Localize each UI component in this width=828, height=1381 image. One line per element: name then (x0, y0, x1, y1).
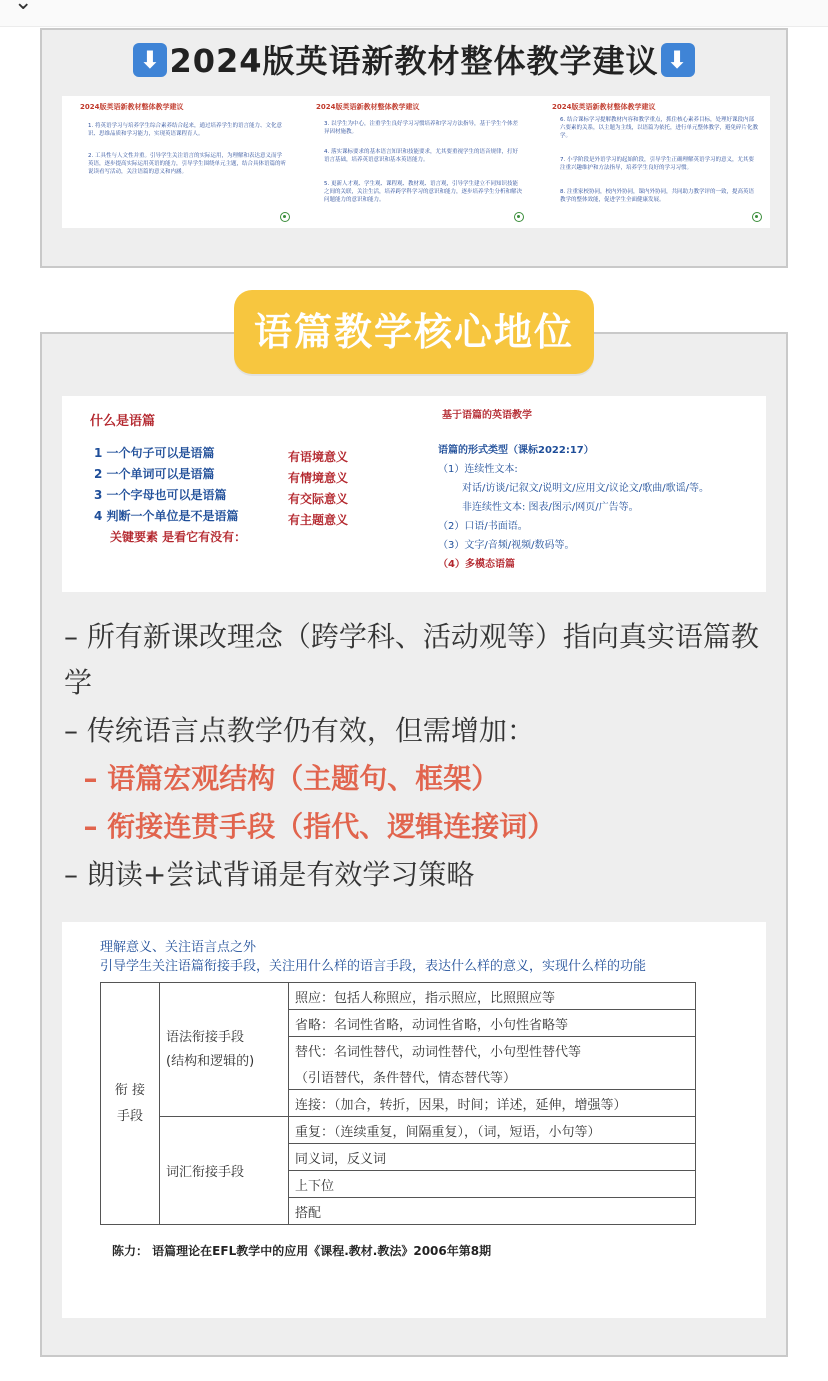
slide-paragraph: 7. 小学阶段是外语学习的起始阶段，引导学生正确理解英语学习的意义，尤其要注重兴趣维护和方法指导，培养学生良好的学习习惯。 (560, 157, 754, 171)
cohesion-table (100, 982, 696, 1225)
type-item: 非连续性文本: 图表/图示/网页/广告等。 (462, 502, 639, 513)
discourse-item: 3 一个字母也可以是语篇 (94, 488, 227, 502)
slide-paragraph: 3. 以学生为中心，注重学生良好学习习惯培养和学习方法指导，基于学生个体差异因材施教。 (324, 121, 518, 135)
table-cell: （引语替代，条件替代，情态替代等） (289, 1063, 696, 1090)
slide-left-title: 什么是语篇 (90, 414, 156, 429)
logo-icon (514, 212, 524, 222)
bullet-text: – 所有新课改理念（跨学科、活动观等）指向真实语篇教学 (64, 620, 759, 699)
slide-paragraph: 4. 落实课标要求的基本语言知识和技能要求，尤其要重视学生的语音规律，打好语言基础，培养英语意识和基本英语能力。 (324, 149, 518, 163)
chevron-icon[interactable]: ⌄ (14, 0, 33, 15)
table-cell: 搭配 (289, 1198, 696, 1225)
section-suggestions-card (40, 28, 788, 268)
table-cell: 连接：（加合，转折，因果，时间；详述，延伸，增强等） (289, 1090, 696, 1117)
bullet-text: – 传统语言点教学仍有效，但需增加： (64, 714, 535, 747)
meaning-item: 有交际意义 (288, 492, 349, 506)
table-cell: 同义词，反义词 (289, 1144, 696, 1171)
type-item: （4）多模态语篇 (438, 559, 515, 570)
slide-title: 2024版英语新教材整体教学建议 (552, 103, 656, 111)
table-cell: 上下位 (289, 1171, 696, 1198)
slide-paragraph: 2. 工具性与人文性并重。引导学生关注语言的实际运用，为理解和表达意义而学英语，逐步提高实际运用英语的能力，引导学生围绕单元主题，结合具体语篇的听说读看写活动，关注语篇的意义和内涵。 (88, 153, 287, 175)
top-bar (0, 0, 828, 27)
table-cell: 照应：包括人称照应，指示照应，比照照应等 (289, 983, 696, 1010)
main-label-text: 手段 (116, 1108, 143, 1124)
table-cell: 替代：名词性替代，动词性替代，小句型性替代等 (289, 1037, 696, 1064)
grammar-label-cell (160, 983, 289, 1117)
table-cell: 重复：（连续重复，间隔重复），（词，短语，小句等） (289, 1117, 696, 1144)
section-heading-pill (234, 290, 594, 374)
meaning-item: 有情境意义 (288, 471, 349, 485)
slide-strip[interactable] (62, 96, 770, 228)
logo-icon (752, 212, 762, 222)
type-item: 对话/访谈/记叙文/说明文/应用文/议论文/歌曲/歌谣/等。 (462, 483, 709, 494)
slide-right-title: 基于语篇的英语教学 (442, 410, 532, 421)
discourse-item: 2 一个单词可以是语篇 (94, 467, 215, 481)
logo-icon (280, 212, 290, 222)
bullet-text-highlight: – 衔接连贯手段（指代、逻辑连接词） (64, 810, 556, 843)
table-header-line: 理解意义、关注语言点之外 (100, 940, 257, 955)
citation-text: 陈力： 语篇理论在EFL教学中的应用《课程.教材.教法》2006年第8期 (112, 1244, 492, 1258)
meaning-item: 有语境意义 (288, 450, 349, 464)
meaning-item: 有主题意义 (288, 513, 349, 527)
bullet-text-highlight: – 语篇宏观结构（主题句、框架） (64, 762, 500, 795)
cohesion-table-slide[interactable] (62, 922, 766, 1318)
table-header-line: 引导学生关注语篇衔接手段，关注用什么样的语言手段，表达什么样的意义，实现什么样的功能 (100, 959, 647, 974)
key-element-text: 关键要素 是看它有没有： (110, 530, 247, 544)
table-cell: 省略：名词性省略，动词性省略，小句性省略等 (289, 1010, 696, 1037)
section-heading-text: 语篇教学核心地位 (253, 310, 574, 354)
lexical-label-cell: 词汇衔接手段 (160, 1117, 289, 1225)
section-title (42, 36, 786, 82)
slide-3[interactable] (534, 96, 766, 228)
slide-paragraph: 8. 注重家校协同，校内外协同，课内外协同，共同助力教学评的一致，提高英语教学的整体效能，促进学生全面健康发展。 (560, 189, 754, 203)
group-label-text: (结构和逻辑的) (166, 1053, 255, 1069)
main-label-cell (101, 983, 160, 1225)
main-label-text: 衔 接 (114, 1082, 146, 1098)
down-arrow-icon: ⬇ (661, 43, 695, 77)
slide-2[interactable] (298, 96, 530, 228)
type-item: （2）口语/书面语。 (438, 521, 528, 532)
slide-1[interactable] (62, 96, 294, 228)
slide-paragraph: 1. 将英语学习与培养学生综合素养结合起来，通过培养学生的语言能力、文化意识、思维品质和学习能力，实现英语课程育人。 (88, 123, 282, 137)
bullet-text: – 朗读+尝试背诵是有效学习策略 (64, 858, 475, 891)
slide-paragraph: 6. 结合课标学习提解教材内容和教学重点，抓住核心素养目标，处理好课段内部六要素的关系，以主题为主线，以语篇为依托，进行单元整体教学，避免碎片化教学。 (560, 117, 759, 139)
type-item: （3）文字/音频/视频/数码等。 (438, 540, 575, 551)
slide-paragraph: 5. 更新人才观、学生观、课程观、教材观、语言观，引导学生建立不同知识技能之间的关联，关注生活，培养跨学科学习的意识和能力，逐步培养学生分析和解决问题能力的意识和能力。 (324, 181, 523, 203)
group-label-text: 语法衔接手段 (166, 1029, 245, 1045)
discourse-item: 1 一个句子可以是语篇 (94, 446, 215, 460)
slide-title: 2024版英语新教材整体教学建议 (316, 103, 420, 111)
section-discourse-card (40, 332, 788, 1357)
discourse-slide[interactable] (62, 396, 766, 592)
types-title: 语篇的形式类型（课标2022:17） (438, 445, 594, 456)
discourse-item: 4 判断一个单位是不是语篇 (94, 509, 239, 523)
down-arrow-icon: ⬇ (133, 43, 167, 77)
slide-title: 2024版英语新教材整体教学建议 (80, 103, 184, 111)
section-title-text: 2024版英语新教材整体教学建议 (169, 42, 659, 80)
type-item: （1）连续性文本: (438, 464, 518, 475)
